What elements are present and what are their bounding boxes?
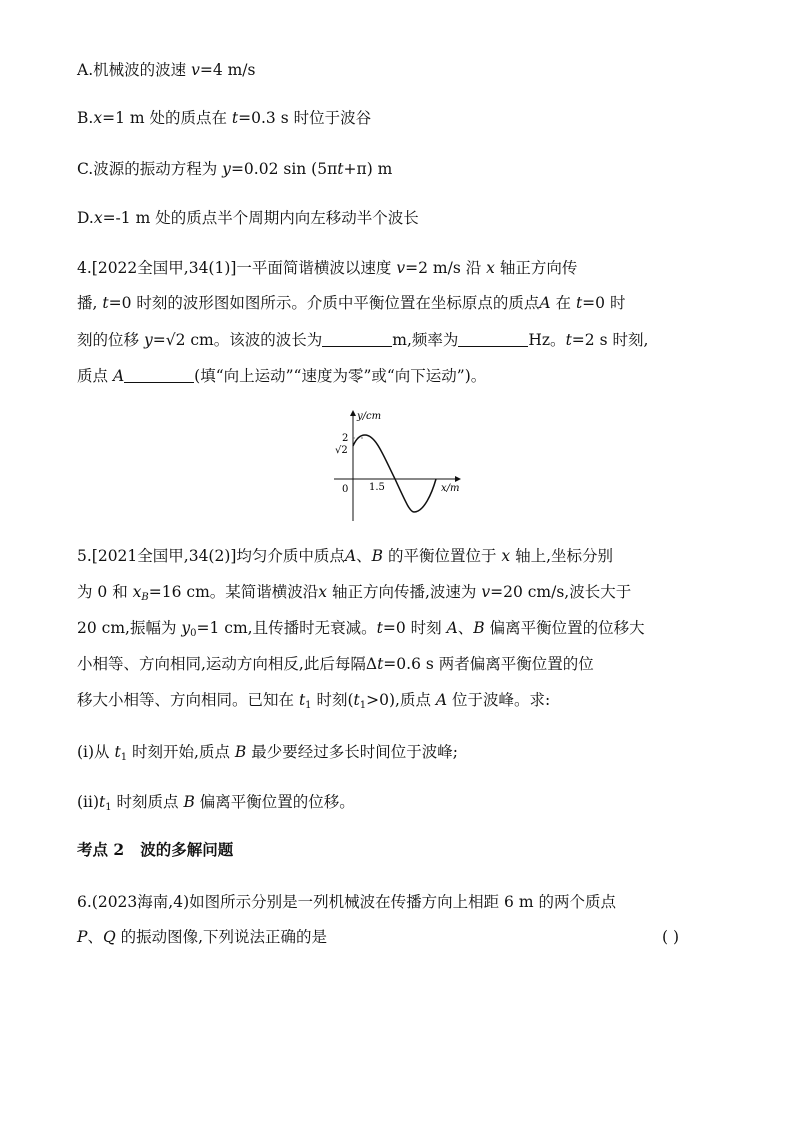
q6-text: 的振动图像,下列说法正确的是 bbox=[115, 928, 328, 946]
var-t: t bbox=[298, 691, 306, 709]
q5-text: 轴正方向传播,波速为 bbox=[327, 583, 482, 601]
q6-line-1 bbox=[77, 892, 616, 912]
option-c-lead: C.波源的振动方程为 bbox=[77, 160, 223, 178]
subscript-1: 1 bbox=[120, 752, 128, 763]
var-x: x bbox=[93, 109, 103, 127]
q5-text: =1 cm,且传播时无衰减。 bbox=[196, 619, 377, 637]
option-d-tail: =-1 m 处的质点半个周期内向左移动半个波长 bbox=[102, 209, 419, 227]
var-B: B bbox=[371, 547, 384, 565]
var-A: A bbox=[344, 547, 357, 565]
q5-line-2 bbox=[77, 582, 631, 608]
answer-blank-frequency[interactable] bbox=[458, 331, 528, 347]
var-A: A bbox=[446, 619, 458, 637]
q5-text: 时刻开始,质点 bbox=[127, 743, 235, 761]
q4-text: 播, bbox=[77, 294, 103, 312]
q4-text: =2 s 时刻, bbox=[571, 331, 649, 349]
var-t: t bbox=[376, 619, 383, 637]
q6-text: 、 bbox=[87, 928, 103, 946]
var-x: x bbox=[132, 583, 142, 601]
q5-part-2 bbox=[77, 792, 355, 818]
subscript-0: 0 bbox=[190, 628, 197, 639]
q4-text: =0 时刻的波形图如图所示。介质中平衡位置在坐标原点的质点 bbox=[108, 294, 540, 312]
q5-text: 20 cm,振幅为 bbox=[77, 619, 182, 637]
q5-text: (ⅱ) bbox=[77, 793, 100, 811]
option-c-mid: =0.02 sin (5π bbox=[230, 160, 338, 178]
option-d bbox=[77, 208, 419, 228]
q5-text: (ⅰ)从 bbox=[77, 743, 115, 761]
q5-text: =16 cm。某简谐横波沿 bbox=[148, 583, 319, 601]
var-t: t bbox=[565, 331, 572, 349]
var-v: v bbox=[396, 259, 406, 277]
q4-text: 轴正方向传 bbox=[494, 259, 578, 277]
q5-line-4 bbox=[77, 654, 594, 674]
section-title: 波的多解问题 bbox=[140, 840, 234, 859]
var-Q: Q bbox=[102, 928, 116, 946]
var-t: t bbox=[377, 655, 384, 673]
subscript-1: 1 bbox=[105, 802, 112, 813]
q6-line-2 bbox=[77, 927, 327, 947]
var-t: t bbox=[231, 109, 239, 127]
var-x: x bbox=[318, 583, 328, 601]
x-axis-label: x/m bbox=[441, 483, 460, 494]
x-tick-1-5: 1.5 bbox=[369, 482, 385, 493]
q4-text: (填“向上运动”“速度为零”或“向下运动”)。 bbox=[194, 367, 487, 385]
q5-text: 5.[2021全国甲,34(2)]均匀介质中质点 bbox=[77, 547, 345, 565]
q5-line-1 bbox=[77, 546, 613, 566]
var-A: A bbox=[539, 294, 551, 312]
var-x: x bbox=[93, 209, 103, 227]
q5-text: 移大小相等、方向相同。已知在 bbox=[77, 691, 299, 709]
var-P: P bbox=[77, 928, 88, 946]
q5-text: =0.6 s 两者偏离平衡位置的位 bbox=[383, 655, 594, 673]
var-t: t bbox=[353, 691, 360, 709]
q5-text: >0),质点 bbox=[366, 691, 436, 709]
var-v: v bbox=[191, 61, 200, 79]
answer-paren[interactable]: ( ) bbox=[662, 928, 680, 946]
q4-text: 4.[2022全国甲,34(1)]一平面简谐横波以速度 bbox=[77, 259, 397, 277]
option-b-tail: =0.3 s 时位于波谷 bbox=[238, 109, 372, 127]
section-label: 考点 2 bbox=[77, 840, 125, 859]
q5-text: 、 bbox=[457, 619, 474, 637]
subscript-1: 1 bbox=[359, 700, 367, 711]
q5-text: 时刻( bbox=[311, 691, 354, 709]
subscript-B: B bbox=[141, 592, 149, 603]
option-b bbox=[77, 108, 371, 128]
q5-text: 、 bbox=[356, 547, 372, 565]
q4-line-3 bbox=[77, 330, 648, 350]
q4-text: =√2 cm。该波的波长为 bbox=[152, 331, 323, 349]
q5-text: =0 时刻 bbox=[382, 619, 447, 637]
option-a-lead: A.机械波的波速 bbox=[77, 61, 192, 79]
q5-text: 的平衡位置位于 bbox=[383, 547, 502, 565]
var-y: y bbox=[143, 331, 153, 349]
y-tick-2: 2 bbox=[342, 433, 349, 444]
var-t: t bbox=[114, 743, 121, 761]
option-a bbox=[77, 60, 255, 80]
var-t: t bbox=[99, 793, 106, 811]
option-c bbox=[77, 159, 392, 179]
var-B: B bbox=[473, 619, 485, 637]
var-y: y bbox=[181, 619, 191, 637]
q4-line-4 bbox=[77, 366, 486, 386]
subscript-1: 1 bbox=[305, 700, 312, 711]
option-b-mid: =1 m 处的质点在 bbox=[102, 109, 232, 127]
var-A: A bbox=[112, 367, 125, 385]
y-axis-label: y/cm bbox=[357, 411, 382, 422]
q5-text: 偏离平衡位置的位移大 bbox=[484, 619, 645, 637]
q4-text: =2 m/s 沿 bbox=[405, 259, 487, 277]
q4-text: =0 时 bbox=[582, 294, 626, 312]
section-heading bbox=[77, 840, 233, 860]
q4-line-2 bbox=[77, 293, 625, 313]
q4-text: Hz。 bbox=[528, 331, 566, 349]
q4-text: 在 bbox=[550, 294, 576, 312]
q5-text: 最少要经过多长时间位于波峰; bbox=[246, 743, 458, 761]
wave-figure bbox=[320, 405, 470, 525]
q5-text: =20 cm/s,波长大于 bbox=[490, 583, 632, 601]
q4-text: 质点 bbox=[77, 367, 113, 385]
option-a-tail: =4 m/s bbox=[199, 61, 256, 79]
y-tick-sqrt2: √2 bbox=[335, 445, 348, 456]
var-t: t bbox=[102, 294, 109, 312]
option-c-tail: +π) m bbox=[343, 160, 393, 178]
q5-part-1 bbox=[77, 742, 458, 768]
wave-curve bbox=[353, 435, 436, 512]
var-x: x bbox=[486, 259, 495, 277]
var-t: t bbox=[337, 160, 344, 178]
q6-text: 6.(2023海南,4)如图所示分别是一列机械波在传播方向上相距 6 m 的两个质点 bbox=[77, 893, 616, 911]
answer-blank-motion[interactable] bbox=[124, 367, 194, 383]
q5-line-3 bbox=[77, 618, 645, 644]
var-B: B bbox=[234, 743, 247, 761]
option-b-lead: B. bbox=[77, 109, 94, 127]
q5-line-5 bbox=[77, 690, 550, 716]
q5-text: 偏离平衡位置的位移。 bbox=[194, 793, 355, 811]
q5-text: 为 0 和 bbox=[77, 583, 133, 601]
var-B: B bbox=[183, 793, 195, 811]
var-y: y bbox=[222, 160, 231, 178]
var-t: t bbox=[575, 294, 583, 312]
q5-text: 轴上,坐标分别 bbox=[510, 547, 614, 565]
option-d-lead: D. bbox=[77, 209, 94, 227]
var-A: A bbox=[435, 691, 448, 709]
q5-text: 时刻质点 bbox=[111, 793, 184, 811]
q5-text: 小相等、方向相同,运动方向相反,此后每隔Δ bbox=[77, 655, 378, 673]
q4-line-1 bbox=[77, 258, 577, 278]
var-v: v bbox=[481, 583, 491, 601]
q4-text: m,频率为 bbox=[392, 331, 459, 349]
q4-text: 刻的位移 bbox=[77, 331, 144, 349]
origin-label: 0 bbox=[342, 484, 349, 495]
q5-text: 位于波峰。求: bbox=[447, 691, 551, 709]
var-x: x bbox=[501, 547, 511, 565]
answer-blank-wavelength[interactable] bbox=[322, 331, 392, 347]
